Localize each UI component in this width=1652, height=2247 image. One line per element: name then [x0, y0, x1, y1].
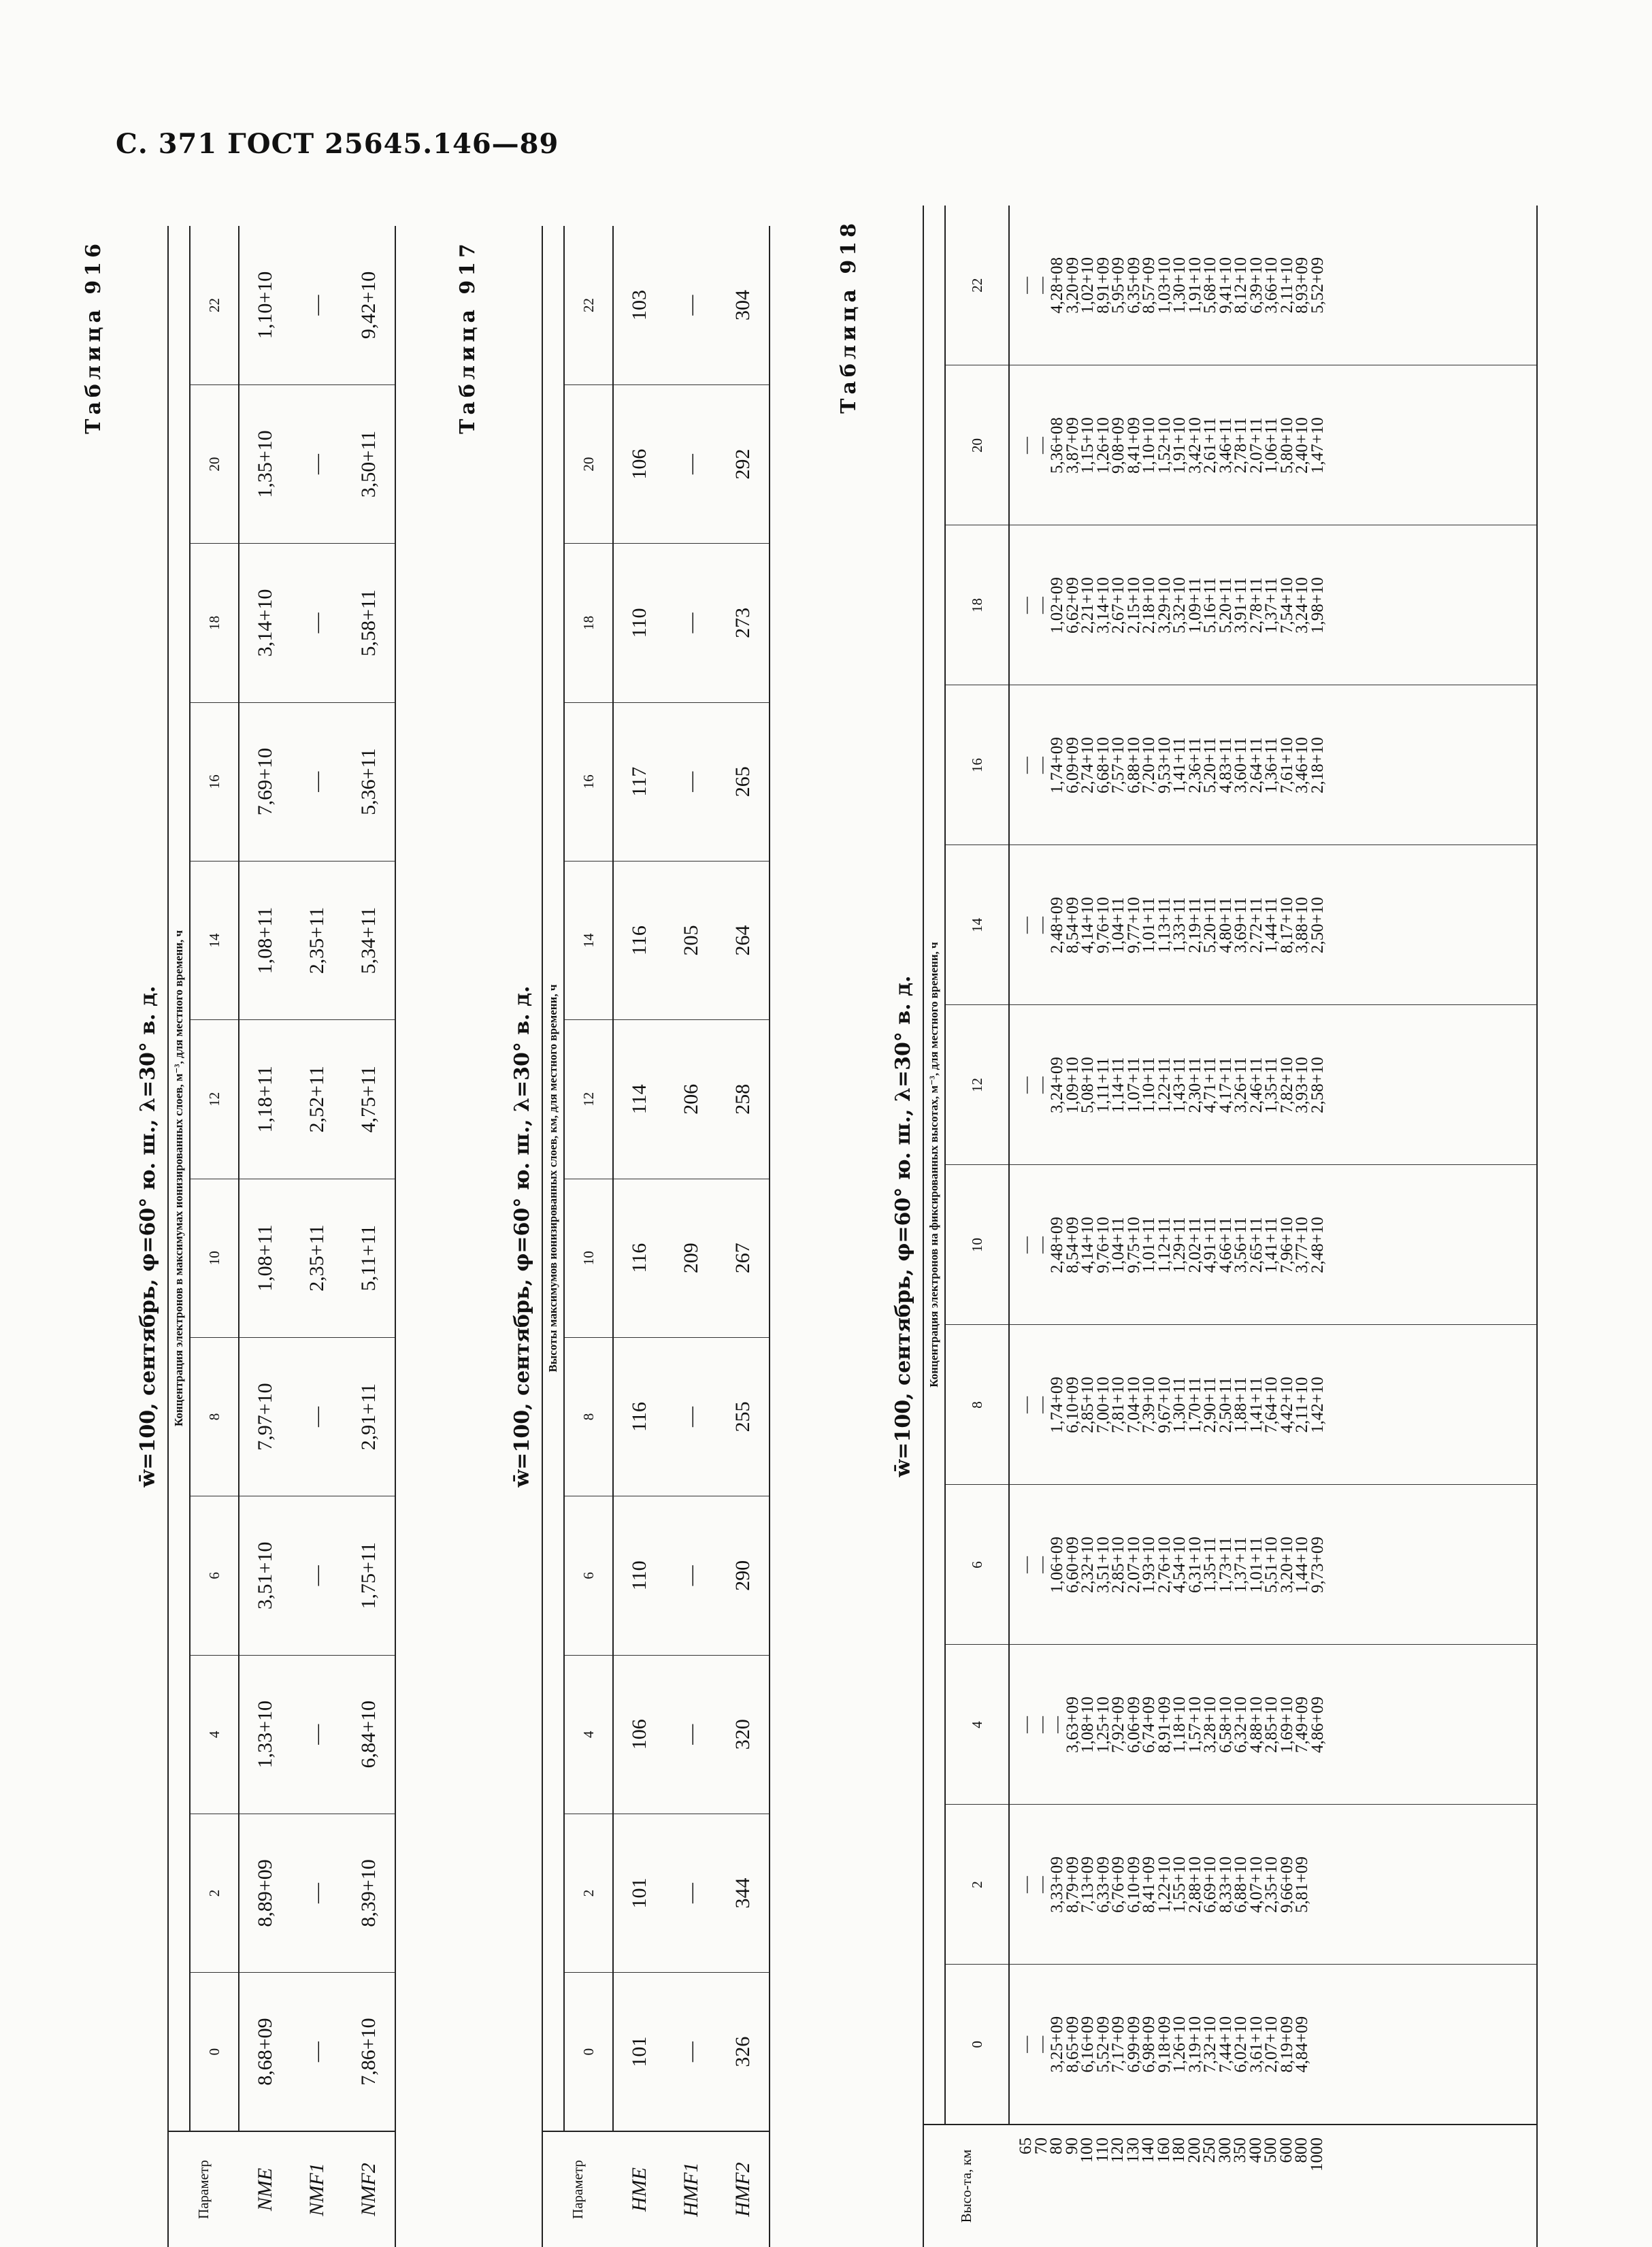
cell: 258	[717, 1020, 770, 1179]
row-label: NMF2	[343, 2131, 395, 2247]
cell: — — 1,74+09 6,09+09 2,74+10 6,68+10 7,57+10 6,88+10 7,20+10 9,53+10 1,41+11 2,36+11 5,20+11 4,83+11 3,60+11 2,64+11 1,36+11 7,61+10 3,46+10 2,18+10	[1009, 685, 1537, 845]
cell: 8,68+09	[239, 1973, 291, 2131]
cell: 6,84+10	[343, 1655, 395, 1814]
cell: 116	[613, 861, 665, 1019]
table-subheader: Концентрация электронов в максимумах ионизированных слоев, м⁻³, для местного времени, ч	[168, 226, 190, 2131]
cell: —	[291, 1496, 343, 1655]
cell: 1,35+10	[239, 384, 291, 543]
param-header: Параметр	[542, 2131, 613, 2247]
cell: 5,36+11	[343, 702, 395, 861]
col-header: 18	[190, 544, 239, 702]
cell: —	[665, 544, 717, 702]
table-row	[239, 226, 291, 2247]
cell: —	[291, 702, 343, 861]
col-header: 16	[564, 702, 613, 861]
col-header: 22	[564, 226, 613, 384]
col-header: 14	[564, 861, 613, 1019]
cell: — — 2,48+09 8,54+09 4,14+10 9,76+10 1,04+11 9,75+10 1,01+11 1,12+11 1,29+11 2,02+11 4,91+11 4,66+11 3,56+11 2,65+11 1,41+11 7,96+10 3,77+10 2,48+10	[1009, 1165, 1537, 1325]
col-header: 12	[190, 1020, 239, 1179]
cell: 110	[613, 544, 665, 702]
row-label: HMF2	[717, 2131, 770, 2247]
cell: — — 5,36+08 3,87+09 1,15+10 1,26+10 9,08+09 8,41+09 1,10+10 1,52+10 1,91+10 3,42+10 2,61+11 3,46+11 2,78+11 2,07+11 1,06+11 5,80+10 2,40+10 1,47+10	[1009, 365, 1537, 525]
table-918	[837, 206, 1538, 2247]
cell: — — 1,02+09 6,62+09 2,21+10 3,14+10 2,67+10 2,15+10 2,18+10 3,29+10 5,32+10 1,09+11 5,16+11 5,20+11 3,91+11 2,78+11 1,37+11 7,54+10 3,24+10 1,98+10	[1009, 525, 1537, 685]
row-label: HME	[613, 2131, 665, 2247]
cell: 1,33+10	[239, 1655, 291, 1814]
cell: 3,50+11	[343, 384, 395, 543]
col-header: 16	[945, 685, 1009, 845]
cell: 326	[717, 1973, 770, 2131]
col-header: 6	[945, 1485, 1009, 1645]
cell: 3,14+10	[239, 544, 291, 702]
row-label: NME	[239, 2131, 291, 2247]
cell: 4,75+11	[343, 1020, 395, 1179]
col-header: 8	[945, 1325, 1009, 1485]
cell: 1,75+11	[343, 1496, 395, 1655]
col-header: 0	[190, 1973, 239, 2131]
cell: 103	[613, 226, 665, 384]
table-row	[343, 226, 395, 2247]
cell: 209	[665, 1179, 717, 1337]
cell: 206	[665, 1020, 717, 1179]
cell: 114	[613, 1020, 665, 1179]
cell: 7,97+10	[239, 1337, 291, 1496]
cell: 255	[717, 1337, 770, 1496]
cell: —	[665, 1973, 717, 2131]
cell: 1,18+11	[239, 1020, 291, 1179]
col-header: 4	[190, 1655, 239, 1814]
cell: 5,34+11	[343, 861, 395, 1019]
cell: — — 1,74+09 6,10+09 2,85+10 7,00+10 7,81+10 7,04+10 7,39+10 9,67+10 1,30+11 1,70+11 2,90+11 2,50+11 1,88+11 1,41+11 7,64+10 4,42+10 2,11+10 1,42+10	[1009, 1325, 1537, 1485]
col-header: 6	[190, 1496, 239, 1655]
cell: 106	[613, 1655, 665, 1814]
cell: 1,08+11	[239, 861, 291, 1019]
row-label: NMF1	[291, 2131, 343, 2247]
col-header: 2	[564, 1814, 613, 1972]
cell: 2,52+11	[291, 1020, 343, 1179]
col-header: 8	[564, 1337, 613, 1496]
cell: — — 3,25+09 8,65+09 6,16+09 5,52+09 7,17+09 6,99+09 6,98+09 9,18+09 1,26+10 3,19+10 7,32+10 7,44+10 6,02+10 3,61+10 2,07+10 8,19+09 4,84+09	[1009, 1965, 1537, 2125]
col-header: 14	[945, 845, 1009, 1005]
cell: 7,69+10	[239, 702, 291, 861]
cell: —	[665, 1496, 717, 1655]
table-caption: w̄=100, сентябрь, φ=60° ю. ш., λ=30° в. д.	[891, 975, 915, 1477]
table-caption: w̄=100, сентябрь, φ=60° ю. ш., λ=30° в. д.	[136, 985, 160, 1488]
col-header: 20	[945, 365, 1009, 525]
table-916	[82, 226, 396, 2247]
table-number: Таблица 918	[837, 219, 861, 414]
col-header: 10	[190, 1179, 239, 1337]
cell: —	[291, 1655, 343, 1814]
col-header: 6	[564, 1496, 613, 1655]
cell: 1,10+10	[239, 226, 291, 384]
table-row	[1009, 206, 1537, 2247]
cell: —	[291, 226, 343, 384]
cell: 106	[613, 384, 665, 543]
cell: — — — 3,63+09 1,08+10 1,25+10 7,92+09 6,06+09 6,74+09 8,91+09 1,18+10 1,57+10 3,28+10 6,58+10 6,32+10 4,88+10 2,85+10 1,69+10 7,49+09 4,86+09	[1009, 1645, 1537, 1805]
cell: 8,39+10	[343, 1814, 395, 1972]
table-caption: w̄=100, сентябрь, φ=60° ю. ш., λ=30° в. д.	[510, 985, 534, 1488]
page-header: С. 371 ГОСТ 25645.146—89	[116, 128, 559, 160]
cell: 273	[717, 544, 770, 702]
cell: — — 4,28+08 3,20+09 1,02+10 8,91+09 5,95+09 6,35+09 8,57+09 1,03+10 1,30+10 1,91+10 5,68+10 9,41+10 8,12+10 6,39+10 3,66+10 2,11+10 8,93+09 5,52+09	[1009, 206, 1537, 365]
cell: 117	[613, 702, 665, 861]
cell: 101	[613, 1973, 665, 2131]
cell: —	[665, 1655, 717, 1814]
cell: 267	[717, 1179, 770, 1337]
cell: 9,42+10	[343, 226, 395, 384]
table-row	[665, 226, 717, 2247]
cell: —	[665, 1337, 717, 1496]
cell: 101	[613, 1814, 665, 1972]
cell: 110	[613, 1496, 665, 1655]
cell: 264	[717, 861, 770, 1019]
cell: — — 2,48+09 8,54+09 4,14+10 9,76+10 1,04+11 9,77+10 1,01+11 1,13+11 1,33+11 2,19+11 5,20+11 4,80+11 3,69+11 2,72+11 1,44+11 8,17+10 3,88+10 2,50+10	[1009, 845, 1537, 1005]
cell: 116	[613, 1179, 665, 1337]
cell: — — 1,06+09 6,60+09 2,32+10 3,51+10 2,85+10 2,07+10 1,93+10 2,76+10 4,54+10 6,31+10 1,35+11 1,73+11 1,37+11 1,01+11 5,51+10 3,20+10 1,44+10 9,73+09	[1009, 1485, 1537, 1645]
table-subheader: Высоты максимумов ионизированных слоев, км, для местного времени, ч	[542, 226, 564, 2131]
cell: 290	[717, 1496, 770, 1655]
col-header: 10	[945, 1165, 1009, 1325]
cell: 265	[717, 702, 770, 861]
cell: —	[665, 226, 717, 384]
table-row	[717, 226, 770, 2247]
col-header: 18	[945, 525, 1009, 685]
cell: —	[291, 384, 343, 543]
cell: 304	[717, 226, 770, 384]
col-header: 12	[945, 1005, 1009, 1165]
col-header: 4	[564, 1655, 613, 1814]
table-subheader: Концентрация электронов на фиксированных высотах, м⁻³, для местного времени, ч	[923, 206, 945, 2125]
table-917	[456, 226, 770, 2247]
cell: —	[291, 1973, 343, 2131]
col-header: 20	[190, 384, 239, 543]
cell: 292	[717, 384, 770, 543]
cell: 116	[613, 1337, 665, 1496]
col-header: 10	[564, 1179, 613, 1337]
cell: 344	[717, 1814, 770, 1972]
table-number: Таблица 917	[456, 240, 480, 434]
col-header: 16	[190, 702, 239, 861]
param-header: Высо-та, км	[923, 2125, 1009, 2247]
cell: 320	[717, 1655, 770, 1814]
col-header: 18	[564, 544, 613, 702]
col-header: 22	[190, 226, 239, 384]
col-header: 2	[945, 1805, 1009, 1965]
cell: —	[291, 1814, 343, 1972]
table-row	[291, 226, 343, 2247]
cell: 2,91+11	[343, 1337, 395, 1496]
table-row	[613, 226, 665, 2247]
col-header: 8	[190, 1337, 239, 1496]
cell: — — 3,33+09 8,79+09 7,13+09 6,33+09 6,76+09 6,10+09 8,41+09 1,22+10 1,55+10 2,88+10 6,69+10 8,33+10 6,88+10 4,07+10 2,35+10 9,66+09 5,81+09	[1009, 1805, 1537, 1965]
cell: —	[665, 1814, 717, 1972]
col-header: 2	[190, 1814, 239, 1972]
cell: 2,35+11	[291, 861, 343, 1019]
col-header: 4	[945, 1645, 1009, 1805]
cell: —	[291, 544, 343, 702]
cell: —	[665, 384, 717, 543]
cell: — — 3,24+09 1,09+10 5,08+10 1,11+11 1,14+11 1,07+11 1,10+11 1,22+11 1,43+11 2,30+11 4,71+11 4,17+11 3,26+11 2,46+11 1,35+11 7,82+10 3,93+10 2,58+10	[1009, 1005, 1537, 1165]
cell: 7,86+10	[343, 1973, 395, 2131]
cell: 8,89+09	[239, 1814, 291, 1972]
col-header: 22	[945, 206, 1009, 365]
cell: —	[291, 1337, 343, 1496]
cell: 5,11+11	[343, 1179, 395, 1337]
col-header: 20	[564, 384, 613, 543]
cell: 2,35+11	[291, 1179, 343, 1337]
col-header: 0	[564, 1973, 613, 2131]
row-label: HMF1	[665, 2131, 717, 2247]
cell: 205	[665, 861, 717, 1019]
cell: 1,08+11	[239, 1179, 291, 1337]
heights-column: 65 70 80 90 100 110 120 130 140 160 180 200 250 300 350 400 500 600 800 1000	[1009, 2125, 1537, 2247]
cell: 5,58+11	[343, 544, 395, 702]
col-header: 12	[564, 1020, 613, 1179]
col-header: 14	[190, 861, 239, 1019]
col-header: 0	[945, 1965, 1009, 2125]
cell: —	[665, 702, 717, 861]
cell: 3,51+10	[239, 1496, 291, 1655]
param-header: Параметр	[168, 2131, 239, 2247]
table-number: Таблица 916	[82, 240, 105, 434]
